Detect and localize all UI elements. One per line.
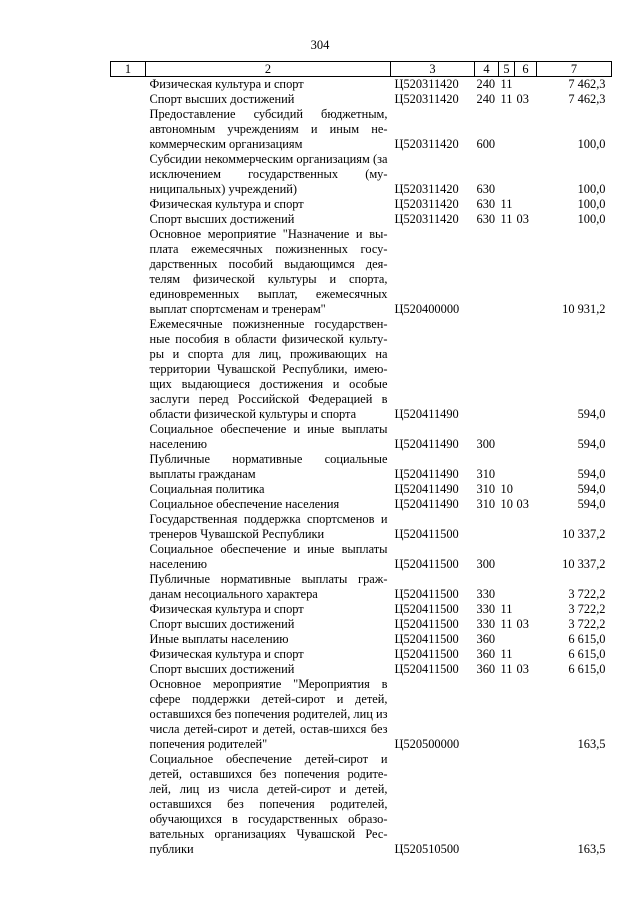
cell-code: Ц520411490 bbox=[394, 437, 459, 451]
cell-name: Спорт высших достижений bbox=[149, 617, 295, 631]
cell-name: Субсидии некоммерческим организациям (за исключением государственных (му-ниципальных) учреждений) bbox=[149, 152, 388, 196]
cell-name: Физическая культура и спорт bbox=[149, 77, 304, 91]
table-row bbox=[111, 422, 612, 452]
cell-code: Ц520411500 bbox=[394, 557, 459, 571]
table-row bbox=[111, 542, 612, 572]
table-row bbox=[111, 497, 612, 512]
column-header-2: 2 bbox=[146, 62, 391, 77]
cell-code: Ц520411490 bbox=[394, 497, 459, 511]
cell-code: Ц520500000 bbox=[394, 737, 460, 751]
cell-name: Государственная поддержка спортсменов и тренеров Чувашской Республики bbox=[149, 512, 388, 541]
table-row bbox=[111, 77, 612, 93]
cell-empty bbox=[111, 647, 146, 662]
cell-name: Спорт высших достижений bbox=[149, 662, 295, 676]
cell-code: Ц520311420 bbox=[394, 197, 459, 211]
cell-pr bbox=[515, 752, 537, 857]
cell-pr bbox=[515, 512, 537, 542]
cell-name: Иные выплаты населению bbox=[149, 632, 289, 646]
cell-rz bbox=[499, 107, 515, 152]
cell-vr: 330 bbox=[476, 587, 496, 601]
cell-vr: 240 bbox=[476, 77, 496, 91]
cell-vr bbox=[475, 317, 499, 422]
table-row bbox=[111, 197, 612, 212]
cell-code: Ц520411500 bbox=[394, 602, 459, 616]
table-row bbox=[111, 572, 612, 602]
cell-vr: 360 bbox=[476, 632, 496, 646]
cell-rz: 11 bbox=[500, 212, 513, 226]
cell-sum: 163,5 bbox=[577, 737, 606, 751]
table-row bbox=[111, 452, 612, 482]
cell-code: Ц520411490 bbox=[394, 407, 459, 421]
cell-rz: 10 bbox=[500, 497, 513, 511]
column-header-3: 3 bbox=[391, 62, 475, 77]
cell-sum: 6 615,0 bbox=[568, 632, 606, 646]
cell-vr: 310 bbox=[476, 467, 496, 481]
cell-code: Ц520400000 bbox=[394, 302, 460, 316]
cell-sum: 100,0 bbox=[577, 137, 606, 151]
cell-vr: 300 bbox=[476, 557, 496, 571]
cell-sum: 3 722,2 bbox=[568, 602, 606, 616]
cell-empty bbox=[111, 617, 146, 632]
cell-vr: 630 bbox=[476, 182, 496, 196]
cell-name: Физическая культура и спорт bbox=[149, 197, 304, 211]
cell-code: Ц520311420 bbox=[394, 182, 459, 196]
cell-code: Ц520411500 bbox=[394, 527, 459, 541]
cell-empty bbox=[111, 497, 146, 512]
cell-rz bbox=[499, 317, 515, 422]
table-row bbox=[111, 662, 612, 677]
cell-empty bbox=[111, 317, 146, 422]
cell-pr bbox=[515, 107, 537, 152]
cell-pr bbox=[515, 152, 537, 197]
cell-name: Социальное обеспечение детей-сирот и детей, оставшихся без попечения родите-лей, лиц из числа детей-сирот и детей, оставшихся без попечения родителей, обучающихся в государственных образо-вательных организациях Чувашской Рес-публики bbox=[149, 752, 388, 856]
cell-name: Спорт высших достижений bbox=[149, 92, 295, 106]
table-header bbox=[111, 62, 612, 77]
cell-sum: 10 931,2 bbox=[562, 302, 606, 316]
cell-empty bbox=[111, 512, 146, 542]
cell-name: Физическая культура и спорт bbox=[149, 602, 304, 616]
cell-sum: 3 722,2 bbox=[568, 587, 606, 601]
cell-sum: 594,0 bbox=[577, 467, 606, 481]
cell-rz bbox=[499, 677, 515, 752]
cell-rz: 10 bbox=[500, 482, 513, 496]
cell-rz bbox=[499, 452, 515, 482]
cell-sum: 594,0 bbox=[577, 482, 606, 496]
cell-rz: 11 bbox=[500, 77, 513, 91]
cell-rz bbox=[499, 422, 515, 452]
cell-vr: 360 bbox=[476, 662, 496, 676]
cell-name: Основное мероприятие "Назначение и вы-плата ежемесячных пожизненных госу-дарственных пособий выдающимся дея-телям физической культуры и спорта, единовременных выплат, ежемесячных выплат спортсменам и тренерам" bbox=[149, 227, 388, 316]
cell-pr bbox=[515, 677, 537, 752]
cell-rz bbox=[499, 572, 515, 602]
cell-pr bbox=[515, 632, 537, 647]
cell-pr: 03 bbox=[516, 662, 529, 676]
cell-pr: 03 bbox=[516, 92, 529, 106]
cell-vr bbox=[475, 677, 499, 752]
cell-vr: 330 bbox=[476, 602, 496, 616]
cell-vr: 600 bbox=[476, 137, 496, 151]
cell-empty bbox=[111, 542, 146, 572]
cell-empty bbox=[111, 452, 146, 482]
cell-code: Ц520411500 bbox=[394, 662, 459, 676]
cell-vr: 240 bbox=[476, 92, 496, 106]
table-row bbox=[111, 752, 612, 857]
cell-name: Социальное обеспечение и иные выплаты населению bbox=[149, 542, 388, 571]
cell-pr bbox=[515, 602, 537, 617]
column-header-4: 4 bbox=[475, 62, 499, 77]
cell-empty bbox=[111, 92, 146, 107]
table-row bbox=[111, 317, 612, 422]
table-body bbox=[111, 77, 612, 858]
table-row bbox=[111, 212, 612, 227]
cell-sum: 100,0 bbox=[577, 212, 606, 226]
table-row bbox=[111, 617, 612, 632]
cell-empty bbox=[111, 572, 146, 602]
cell-sum: 6 615,0 bbox=[568, 662, 606, 676]
cell-sum: 7 462,3 bbox=[568, 92, 606, 106]
cell-empty bbox=[111, 422, 146, 452]
cell-empty bbox=[111, 662, 146, 677]
cell-name: Социальное обеспечение и иные выплаты населению bbox=[149, 422, 388, 451]
cell-vr: 630 bbox=[476, 212, 496, 226]
table-row bbox=[111, 107, 612, 152]
cell-code: Ц520311420 bbox=[394, 77, 459, 91]
cell-vr: 310 bbox=[476, 497, 496, 511]
cell-vr: 360 bbox=[476, 647, 496, 661]
cell-rz bbox=[499, 227, 515, 317]
cell-pr bbox=[515, 482, 537, 497]
cell-empty bbox=[111, 602, 146, 617]
cell-name: Спорт высших достижений bbox=[149, 212, 295, 226]
cell-vr: 630 bbox=[476, 197, 496, 211]
table-row bbox=[111, 647, 612, 662]
cell-pr bbox=[515, 422, 537, 452]
cell-code: Ц520411490 bbox=[394, 482, 459, 496]
table-row bbox=[111, 632, 612, 647]
cell-code: Ц520411500 bbox=[394, 617, 459, 631]
cell-code: Ц520411490 bbox=[394, 467, 459, 481]
cell-rz: 11 bbox=[500, 647, 513, 661]
cell-name: Публичные нормативные выплаты граж-данам несоциального характера bbox=[149, 572, 388, 601]
column-header-1: 1 bbox=[111, 62, 146, 77]
cell-name: Публичные нормативные социальные выплаты гражданам bbox=[149, 452, 388, 481]
cell-rz: 11 bbox=[500, 197, 513, 211]
table-row bbox=[111, 227, 612, 317]
cell-rz: 11 bbox=[500, 602, 513, 616]
cell-sum: 594,0 bbox=[577, 437, 606, 451]
cell-vr bbox=[475, 512, 499, 542]
cell-pr: 03 bbox=[516, 617, 529, 631]
cell-rz bbox=[499, 512, 515, 542]
cell-rz: 11 bbox=[500, 662, 513, 676]
cell-name: Основное мероприятие "Мероприятия в сфере поддержки детей-сирот и детей, оставшихся без попечения родителей, лиц из числа детей-сирот и детей, остав-шихся без попечения родителей" bbox=[149, 677, 388, 751]
cell-empty bbox=[111, 227, 146, 317]
budget-table bbox=[110, 61, 612, 857]
cell-sum: 3 722,2 bbox=[568, 617, 606, 631]
cell-pr bbox=[515, 572, 537, 602]
cell-sum: 163,5 bbox=[577, 842, 606, 856]
cell-rz: 11 bbox=[500, 617, 513, 631]
cell-sum: 10 337,2 bbox=[562, 557, 606, 571]
cell-code: Ц520311420 bbox=[394, 212, 459, 226]
cell-name: Предоставление субсидий бюджетным, автономным учреждениям и иным не-коммерческим организациям bbox=[149, 107, 388, 151]
cell-name: Ежемесячные пожизненные государствен-ные пособия в области физической культу-ры и спорта для лиц, проживающих на территории Чувашской Республики, имею-щих выдающиеся достижения и особые заслуги перед Российской Федерацией в области физической культуры и спорта bbox=[149, 317, 388, 421]
cell-sum: 100,0 bbox=[577, 197, 606, 211]
cell-empty bbox=[111, 482, 146, 497]
cell-empty bbox=[111, 197, 146, 212]
cell-rz bbox=[499, 542, 515, 572]
cell-empty bbox=[111, 677, 146, 752]
cell-pr bbox=[515, 452, 537, 482]
cell-vr bbox=[475, 227, 499, 317]
table-row bbox=[111, 677, 612, 752]
cell-pr bbox=[515, 77, 537, 93]
cell-sum: 6 615,0 bbox=[568, 647, 606, 661]
cell-name: Социальная политика bbox=[149, 482, 265, 496]
cell-code: Ц520411500 bbox=[394, 647, 459, 661]
table-row bbox=[111, 482, 612, 497]
cell-sum: 594,0 bbox=[577, 497, 606, 511]
cell-rz bbox=[499, 152, 515, 197]
cell-empty bbox=[111, 152, 146, 197]
table-row bbox=[111, 92, 612, 107]
cell-vr bbox=[475, 752, 499, 857]
cell-sum: 7 462,3 bbox=[568, 77, 606, 91]
cell-vr: 300 bbox=[476, 437, 496, 451]
cell-pr bbox=[515, 227, 537, 317]
table-row bbox=[111, 152, 612, 197]
cell-name: Социальное обеспечение населения bbox=[149, 497, 340, 511]
table-row bbox=[111, 602, 612, 617]
column-header-6: 6 bbox=[515, 62, 537, 77]
cell-empty bbox=[111, 107, 146, 152]
table-row bbox=[111, 512, 612, 542]
cell-pr bbox=[515, 542, 537, 572]
cell-code: Ц520411500 bbox=[394, 632, 459, 646]
cell-rz bbox=[499, 632, 515, 647]
cell-name: Физическая культура и спорт bbox=[149, 647, 304, 661]
cell-vr: 310 bbox=[476, 482, 496, 496]
cell-empty bbox=[111, 632, 146, 647]
cell-code: Ц520510500 bbox=[394, 842, 460, 856]
cell-sum: 100,0 bbox=[577, 182, 606, 196]
column-header-5: 5 bbox=[499, 62, 515, 77]
cell-vr: 330 bbox=[476, 617, 496, 631]
cell-rz: 11 bbox=[500, 92, 513, 106]
cell-code: Ц520411500 bbox=[394, 587, 459, 601]
cell-pr: 03 bbox=[516, 212, 529, 226]
cell-pr bbox=[515, 317, 537, 422]
cell-empty bbox=[111, 752, 146, 857]
cell-pr bbox=[515, 197, 537, 212]
column-header-7: 7 bbox=[537, 62, 612, 77]
cell-sum: 594,0 bbox=[577, 407, 606, 421]
cell-empty bbox=[111, 77, 146, 93]
cell-code: Ц520311420 bbox=[394, 92, 459, 106]
cell-pr: 03 bbox=[516, 497, 529, 511]
cell-pr bbox=[515, 647, 537, 662]
cell-sum: 10 337,2 bbox=[562, 527, 606, 541]
cell-code: Ц520311420 bbox=[394, 137, 459, 151]
cell-rz bbox=[499, 752, 515, 857]
page-number: 304 bbox=[310, 38, 330, 52]
cell-empty bbox=[111, 212, 146, 227]
